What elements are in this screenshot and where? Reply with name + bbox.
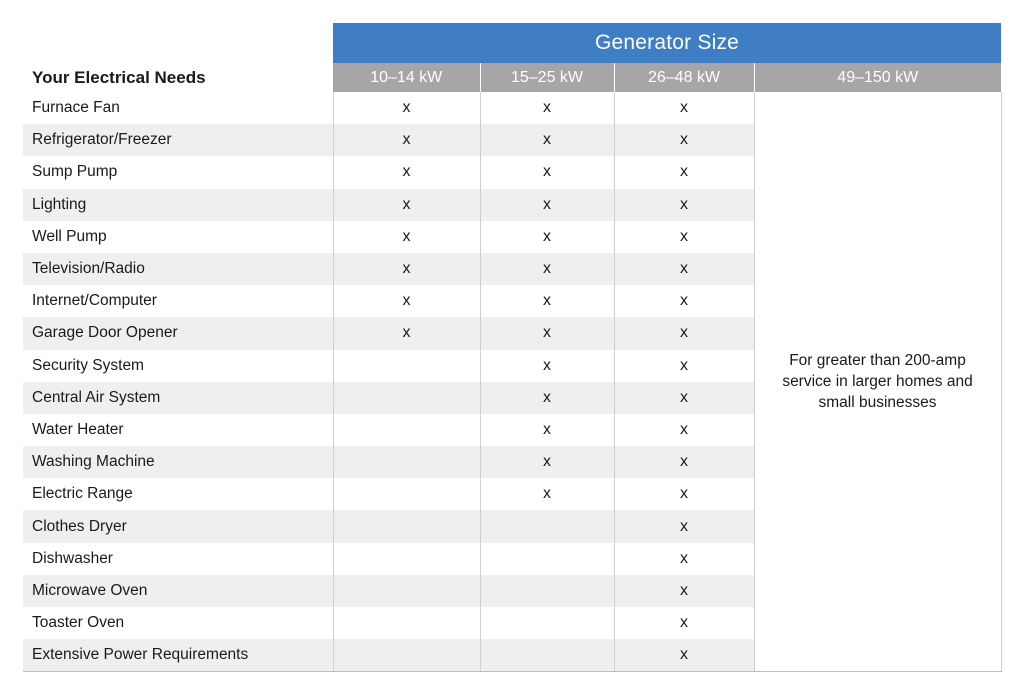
support-mark-3: x bbox=[614, 124, 754, 156]
support-mark-2: x bbox=[480, 156, 614, 188]
support-mark-2: x bbox=[480, 221, 614, 253]
electrical-need-label: Internet/Computer bbox=[23, 285, 333, 317]
electrical-need-label: Toaster Oven bbox=[23, 607, 333, 639]
size-header-10-14kw: 10–14 kW bbox=[333, 63, 480, 92]
support-mark-2: x bbox=[480, 189, 614, 221]
support-mark-2 bbox=[480, 607, 614, 639]
support-mark-3: x bbox=[614, 156, 754, 188]
electrical-need-label: Extensive Power Requirements bbox=[23, 639, 333, 671]
table-body bbox=[23, 92, 1001, 671]
support-mark-2 bbox=[480, 543, 614, 575]
support-mark-1: x bbox=[333, 285, 480, 317]
electrical-need-label: Furnace Fan bbox=[23, 92, 333, 124]
support-mark-3: x bbox=[614, 510, 754, 542]
electrical-need-label: Dishwasher bbox=[23, 543, 333, 575]
support-mark-1 bbox=[333, 478, 480, 510]
generator-size-title: Generator Size bbox=[333, 23, 1001, 63]
support-mark-3: x bbox=[614, 607, 754, 639]
support-mark-1 bbox=[333, 382, 480, 414]
support-mark-2: x bbox=[480, 350, 614, 382]
support-mark-1: x bbox=[333, 92, 480, 124]
support-mark-2 bbox=[480, 575, 614, 607]
support-mark-3: x bbox=[614, 575, 754, 607]
electrical-needs-header: Your Electrical Needs bbox=[23, 63, 333, 92]
support-mark-2: x bbox=[480, 478, 614, 510]
electrical-need-label: Garage Door Opener bbox=[23, 317, 333, 349]
support-mark-2: x bbox=[480, 253, 614, 285]
support-mark-3: x bbox=[614, 253, 754, 285]
support-mark-3: x bbox=[614, 285, 754, 317]
electrical-need-label: Central Air System bbox=[23, 382, 333, 414]
support-mark-1 bbox=[333, 350, 480, 382]
support-mark-1 bbox=[333, 607, 480, 639]
support-mark-3: x bbox=[614, 543, 754, 575]
support-mark-1 bbox=[333, 639, 480, 671]
electrical-need-label: Lighting bbox=[23, 189, 333, 221]
support-mark-3: x bbox=[614, 639, 754, 671]
size-header-15-25kw: 15–25 kW bbox=[480, 63, 614, 92]
size-header-26-48kw: 26–48 kW bbox=[614, 63, 754, 92]
support-mark-2: x bbox=[480, 317, 614, 349]
electrical-need-label: Electric Range bbox=[23, 478, 333, 510]
generator-size-table bbox=[23, 23, 1002, 672]
support-mark-1 bbox=[333, 414, 480, 446]
support-mark-1: x bbox=[333, 253, 480, 285]
support-mark-3: x bbox=[614, 446, 754, 478]
title-row bbox=[23, 23, 1001, 63]
electrical-need-label: Security System bbox=[23, 350, 333, 382]
large-generator-note: For greater than 200-amp service in larger homes and small businesses bbox=[754, 92, 1001, 671]
support-mark-3: x bbox=[614, 221, 754, 253]
support-mark-3: x bbox=[614, 317, 754, 349]
electrical-need-label: Water Heater bbox=[23, 414, 333, 446]
support-mark-1 bbox=[333, 446, 480, 478]
electrical-need-label: Sump Pump bbox=[23, 156, 333, 188]
support-mark-1: x bbox=[333, 124, 480, 156]
electrical-need-label: Refrigerator/Freezer bbox=[23, 124, 333, 156]
support-mark-3: x bbox=[614, 350, 754, 382]
support-mark-1: x bbox=[333, 189, 480, 221]
table-row bbox=[23, 92, 1001, 124]
support-mark-2: x bbox=[480, 92, 614, 124]
support-mark-2 bbox=[480, 510, 614, 542]
support-mark-2: x bbox=[480, 446, 614, 478]
support-mark-1: x bbox=[333, 221, 480, 253]
electrical-need-label: Well Pump bbox=[23, 221, 333, 253]
support-mark-2: x bbox=[480, 124, 614, 156]
support-mark-3: x bbox=[614, 414, 754, 446]
electrical-need-label: Microwave Oven bbox=[23, 575, 333, 607]
electrical-need-label: Clothes Dryer bbox=[23, 510, 333, 542]
support-mark-1 bbox=[333, 510, 480, 542]
support-mark-1 bbox=[333, 575, 480, 607]
support-mark-3: x bbox=[614, 382, 754, 414]
support-mark-2 bbox=[480, 639, 614, 671]
support-mark-1: x bbox=[333, 156, 480, 188]
support-mark-2: x bbox=[480, 382, 614, 414]
size-header-49-150kw: 49–150 kW bbox=[754, 63, 1001, 92]
title-spacer bbox=[23, 23, 333, 63]
support-mark-3: x bbox=[614, 92, 754, 124]
support-mark-1: x bbox=[333, 317, 480, 349]
support-mark-3: x bbox=[614, 189, 754, 221]
generator-size-table-frame bbox=[23, 23, 1001, 672]
support-mark-2: x bbox=[480, 414, 614, 446]
column-header-row bbox=[23, 63, 1001, 92]
support-mark-3: x bbox=[614, 478, 754, 510]
support-mark-2: x bbox=[480, 285, 614, 317]
support-mark-1 bbox=[333, 543, 480, 575]
electrical-need-label: Television/Radio bbox=[23, 253, 333, 285]
electrical-need-label: Washing Machine bbox=[23, 446, 333, 478]
